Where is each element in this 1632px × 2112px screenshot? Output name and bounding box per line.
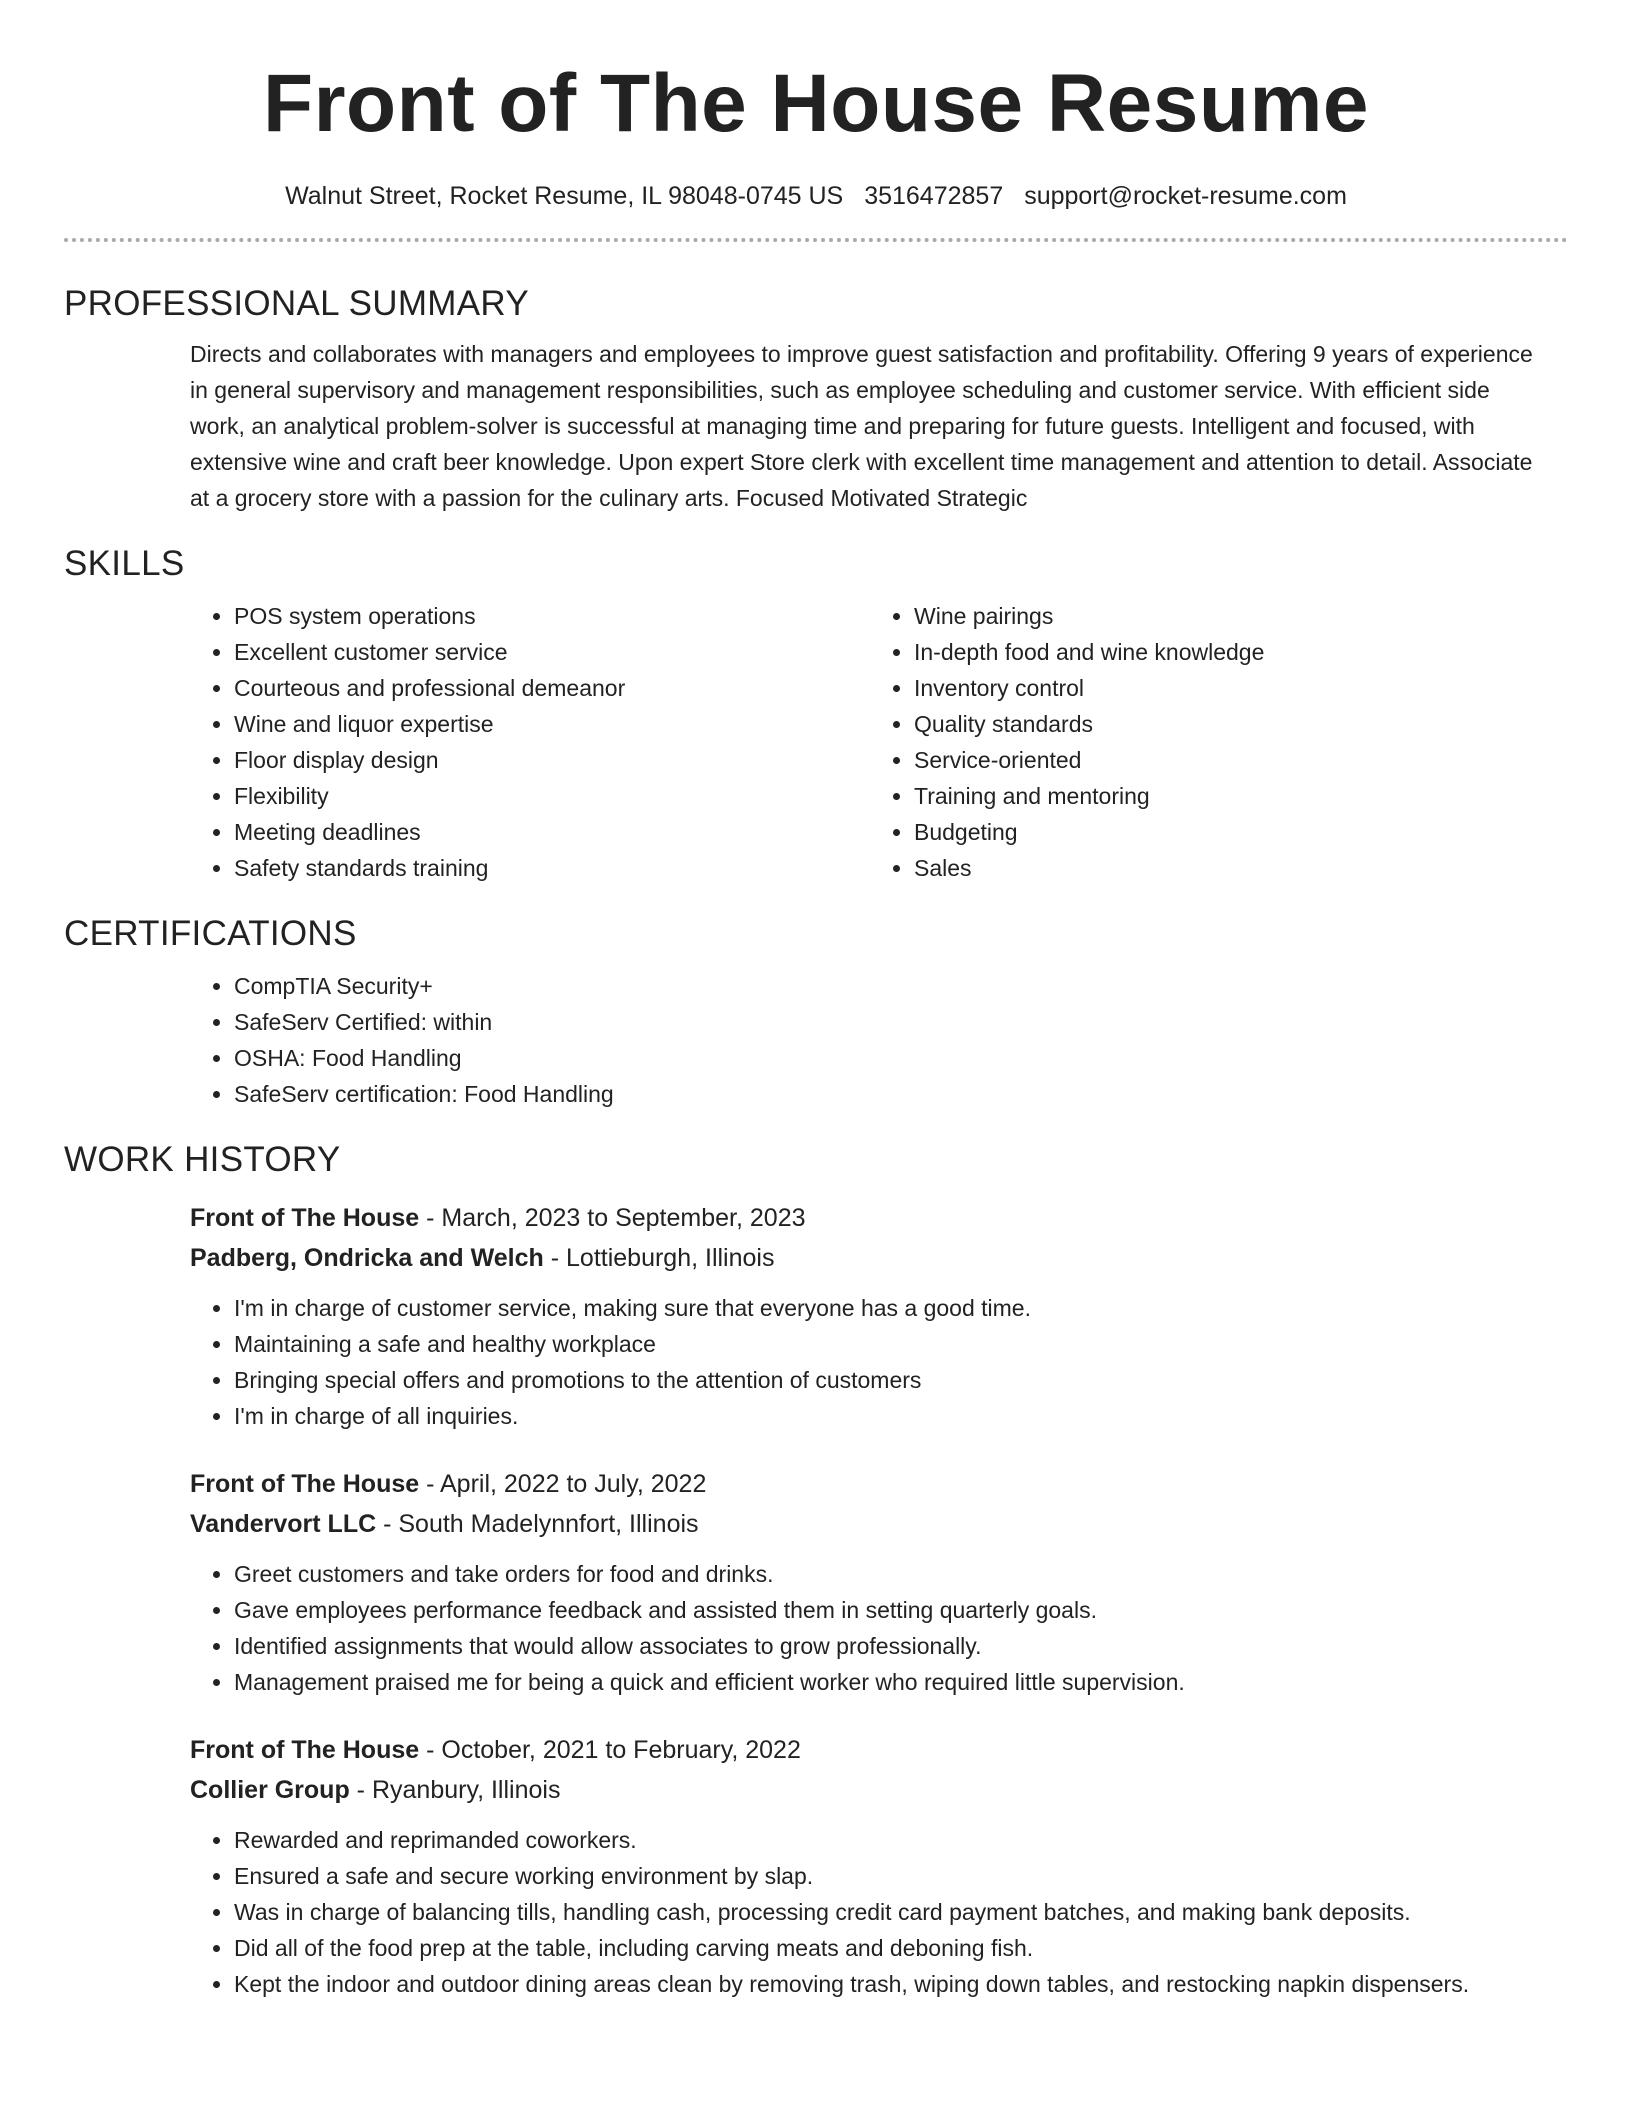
job-bullet: • Rewarded and reprimanded coworkers. xyxy=(234,1822,1568,1858)
certification-item: • OSHA: Food Handling xyxy=(234,1040,1568,1076)
resume-title: Front of The House Resume xyxy=(263,58,1369,149)
job-bullet: • Did all of the food prep at the table, including carving meats and deboning fish. xyxy=(234,1930,1568,1966)
summary-heading: PROFESSIONAL SUMMARY xyxy=(64,284,529,323)
skill-item: • Floor display design xyxy=(234,742,870,778)
summary-text: Directs and collaborates with managers and employees to improve guest satisfaction and profitability. Offering 9 years of experience in general supervisory and management responsibilities, such as employee scheduling and customer service. With efficient side work, an analytical problem-solver is successful at managing time and preparing for future guests. Intelligent and focused, with extensive wine and craft beer knowledge. Upon expert Store clerk with excellent time management and attention to detail. Associate at a grocery store with a passion for the culinary arts. Focused Motivated Strategic xyxy=(190,341,1533,511)
job-dates: - April, 2022 to July, 2022 xyxy=(419,1470,707,1498)
certification-item: • CompTIA Security+ xyxy=(234,968,1568,1004)
job-bullet: • Was in charge of balancing tills, handling cash, processing credit card payment batches, and making bank deposits. xyxy=(234,1894,1568,1930)
skill-item: • Wine and liquor expertise xyxy=(234,706,870,742)
work-history-heading: WORK HISTORY xyxy=(64,1140,341,1179)
job-company-line xyxy=(190,1238,1568,1278)
skills-section xyxy=(64,542,1568,886)
skill-item: • Wine pairings xyxy=(914,598,1550,634)
summary-body xyxy=(64,336,1568,516)
skills-body xyxy=(64,598,1568,886)
skills-heading: SKILLS xyxy=(64,544,185,583)
skill-item: • Courteous and professional demeanor xyxy=(234,670,870,706)
job-title-line xyxy=(190,1198,1568,1238)
certifications-list xyxy=(190,968,1568,1112)
job-location: - Ryanbury, Illinois xyxy=(349,1776,561,1804)
summary-section xyxy=(64,282,1568,516)
job-bullet: • Identified assignments that would allow associates to grow professionally. xyxy=(234,1628,1568,1664)
job-company: Vandervort LLC xyxy=(190,1510,377,1538)
job-dates: - March, 2023 to September, 2023 xyxy=(419,1204,806,1232)
job-role: Front of The House xyxy=(190,1736,420,1764)
job-bullet: • Management praised me for being a quick and efficient worker who required little supervision. xyxy=(234,1664,1568,1700)
work-history-section xyxy=(64,1138,1568,2002)
certification-item: • SafeServ certification: Food Handling xyxy=(234,1076,1568,1112)
job-bullet: • Greet customers and take orders for food and drinks. xyxy=(234,1556,1568,1592)
job-location: - Lottieburgh, Illinois xyxy=(543,1244,775,1272)
job-bullets xyxy=(190,1556,1568,1700)
job-role: Front of The House xyxy=(190,1470,420,1498)
job-bullet: • Gave employees performance feedback and assisted them in setting quarterly goals. xyxy=(234,1592,1568,1628)
skills-right-list xyxy=(870,598,1550,886)
job-role: Front of The House xyxy=(190,1204,420,1232)
job-title-line xyxy=(190,1730,1568,1770)
work-history-body xyxy=(64,1198,1568,2002)
job-dates: - October, 2021 to February, 2022 xyxy=(419,1736,801,1764)
skill-item: • Meeting deadlines xyxy=(234,814,870,850)
header-divider xyxy=(64,238,1568,242)
job-title-line xyxy=(190,1464,1568,1504)
skill-item: • In-depth food and wine knowledge xyxy=(914,634,1550,670)
job-bullets xyxy=(190,1290,1568,1434)
contact-line xyxy=(64,178,1568,214)
job-entry xyxy=(190,1730,1568,2002)
job-bullets xyxy=(190,1822,1568,2002)
certifications-body xyxy=(64,968,1568,1112)
skill-item: • Inventory control xyxy=(914,670,1550,706)
job-bullet: • I'm in charge of all inquiries. xyxy=(234,1398,1568,1434)
contact-phone: 3516472857 xyxy=(864,182,1004,210)
certification-item: • SafeServ Certified: within xyxy=(234,1004,1568,1040)
skills-left-list xyxy=(190,598,870,886)
skill-item: • Training and mentoring xyxy=(914,778,1550,814)
skill-item: • Sales xyxy=(914,850,1550,886)
contact-address: Walnut Street, Rocket Resume, IL 98048-0745 US xyxy=(285,182,844,210)
job-bullet: • I'm in charge of customer service, making sure that everyone has a good time. xyxy=(234,1290,1568,1326)
job-bullet: • Ensured a safe and secure working environment by slap. xyxy=(234,1858,1568,1894)
certifications-section xyxy=(64,912,1568,1112)
job-company: Collier Group xyxy=(190,1776,350,1804)
job-bullet: • Kept the indoor and outdoor dining areas clean by removing trash, wiping down tables, and restocking napkin dispensers. xyxy=(234,1966,1568,2002)
job-entry xyxy=(190,1198,1568,1434)
skill-item: • Safety standards training xyxy=(234,850,870,886)
job-company-line xyxy=(190,1770,1568,1810)
job-entry xyxy=(190,1464,1568,1700)
contact-email: support@rocket-resume.com xyxy=(1024,182,1347,210)
job-location: - South Madelynnfort, Illinois xyxy=(376,1510,699,1538)
skill-item: • Quality standards xyxy=(914,706,1550,742)
job-bullet: • Maintaining a safe and healthy workplace xyxy=(234,1326,1568,1362)
job-company: Padberg, Ondricka and Welch xyxy=(190,1244,544,1272)
job-company-line xyxy=(190,1504,1568,1544)
skill-item: • Excellent customer service xyxy=(234,634,870,670)
skills-left-column xyxy=(190,598,870,886)
skills-right-column xyxy=(870,598,1550,886)
certifications-heading: CERTIFICATIONS xyxy=(64,914,357,953)
skill-item: • POS system operations xyxy=(234,598,870,634)
skill-item: • Service-oriented xyxy=(914,742,1550,778)
skill-item: • Flexibility xyxy=(234,778,870,814)
job-bullet: • Bringing special offers and promotions to the attention of customers xyxy=(234,1362,1568,1398)
skill-item: • Budgeting xyxy=(914,814,1550,850)
